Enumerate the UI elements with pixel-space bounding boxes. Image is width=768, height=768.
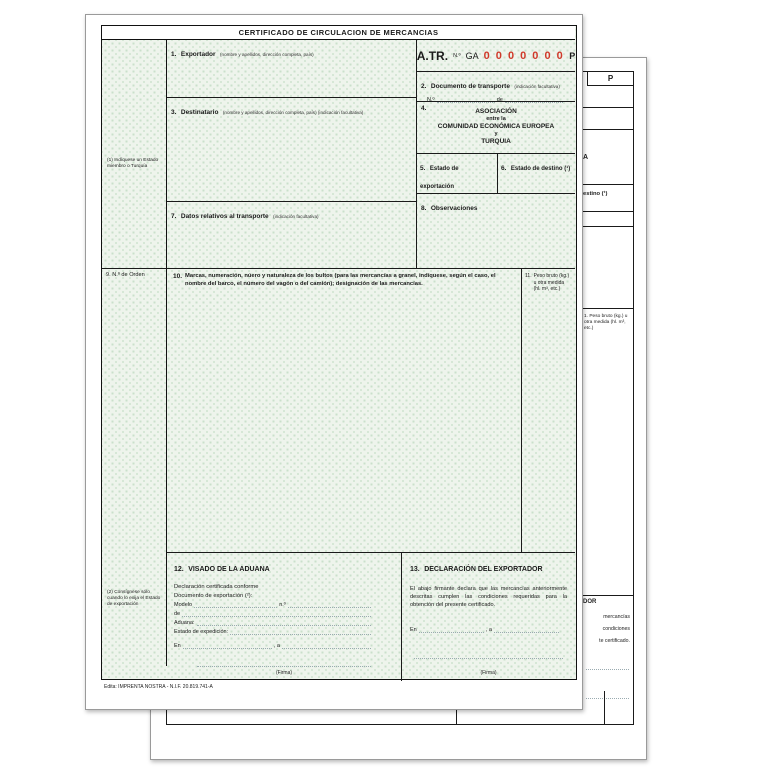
atr-brand: A.TR. (416, 48, 449, 63)
box12-line1: Declaración certificada conforme (174, 584, 259, 590)
copy-line (581, 308, 633, 309)
bottom-row (167, 552, 575, 681)
box11-num: 11. (525, 273, 532, 279)
box4-num: 4. (421, 105, 427, 112)
box2-note: (indicación facultativa) (514, 84, 560, 89)
box12-expedicion-line[interactable] (230, 628, 371, 635)
atr-serial-row (417, 40, 575, 72)
copy-line (581, 129, 633, 130)
box3-note: (nombre y apellidos, dirección completa, país) (indicación facultativa) (222, 110, 364, 115)
main-right-column (417, 40, 575, 268)
box5-6-row (417, 154, 575, 194)
atr-suffix: P (569, 50, 576, 61)
box1-exportador[interactable] (167, 40, 417, 98)
box12-no-label: n.º (279, 602, 286, 608)
box12-de-line[interactable] (182, 610, 371, 617)
copy-line (581, 595, 633, 596)
box12-a-line[interactable] (282, 642, 371, 649)
box5-label: Estado de exportación (420, 166, 459, 190)
copy-line (581, 184, 633, 185)
copy-line (581, 226, 633, 227)
box7-note: (indicación facultativa) (273, 214, 319, 219)
goods-row (167, 268, 575, 552)
copy-fragment-text2: condiciones (602, 626, 630, 632)
box4-asociacion (417, 102, 575, 154)
atr-serial-number: 0 0 0 0 0 0 0 (483, 49, 565, 62)
box12-aduana-line[interactable] (197, 619, 372, 626)
box12-en-label: En (174, 643, 181, 649)
copy-border-right (633, 71, 634, 724)
box10-label: Marcas, numeración, núero y naturaleza de los bultos (para las mercancías a granel, indíquese, según el caso, el nombre del barco, el número del vagón o del camión); designación de las mercancías. (185, 273, 496, 287)
box4-line3: COMUNIDAD ECONÓMICA EUROPEA (437, 123, 555, 130)
box9-order-number (102, 268, 167, 279)
box9-label: N.º de Orden (112, 272, 145, 278)
copy-border-bottom (166, 724, 634, 725)
box12-firma-label: (Firma) (275, 670, 293, 676)
box12-signature-line[interactable] (197, 666, 371, 667)
copy-fragment-dor: DOR (583, 599, 597, 605)
box13-a-line[interactable] (494, 626, 559, 633)
box12-num: 12. (174, 566, 184, 573)
copy-fragment-destino: estino (¹) (583, 191, 608, 197)
box10-num: 10. (173, 273, 183, 280)
box13-num: 13. (410, 566, 420, 573)
box12-de-label: de (174, 611, 181, 617)
box12-title: VISADO DE LA ADUANA (188, 566, 270, 573)
copy-fragment-text1: mercancías (603, 614, 630, 620)
box13-a-label: , a (485, 626, 492, 633)
box12-expedicion-label: Estado de expedición: (174, 629, 229, 635)
box13-declaration-text: El abajo firmante declara que las mercancías anteriormente descritas cumplen las condiciones requeridas para la obtención del presente certificado. (410, 586, 567, 609)
box12-modelo-label: Modelo (174, 602, 193, 608)
box6-num: 6. (501, 165, 507, 172)
box7-num: 7. (171, 213, 177, 220)
box1-num: 1. (171, 51, 177, 58)
box3-num: 3. (171, 109, 177, 116)
box2-num: 2. (421, 83, 427, 90)
box3-destinatario[interactable] (167, 98, 417, 202)
box4-line1: ASOCIACIÓN (475, 108, 517, 115)
box4-line5: TURQUIA (481, 138, 511, 145)
copy-serial-suffix: P (587, 71, 633, 86)
margin-note-1: (1) Indíquese un Estado miembro o Turquía (107, 158, 159, 170)
box2-de-label: de (496, 97, 503, 103)
box12-a-label: , a (273, 643, 280, 649)
box5-estado-exportacion[interactable] (417, 154, 498, 193)
box6-label: Estado de destino (¹) (510, 166, 571, 172)
box13-en-line[interactable] (419, 626, 484, 633)
copy-line (581, 211, 633, 212)
box4-line4: y (494, 131, 498, 137)
box2-documento-transporte[interactable] (417, 72, 575, 102)
main-left-column (167, 40, 417, 268)
box11-peso-bruto[interactable] (522, 269, 575, 552)
box2-label: Documento de transporte (430, 83, 510, 90)
box6-estado-destino[interactable] (498, 154, 575, 193)
box3-label: Destinatario (180, 109, 219, 116)
box8-label: Observaciones (430, 205, 478, 212)
box11-label: Peso bruto (kg.) u otra medida (hl. m³, etc.) (533, 273, 570, 292)
box2-no-label: N.º (427, 97, 435, 103)
copy-dotted-line (586, 669, 629, 670)
box7-label: Datos relativos al transporte (180, 213, 269, 220)
copy-line (604, 691, 605, 724)
box13-declaracion-exportador[interactable] (402, 553, 575, 681)
box13-signature-line[interactable] (414, 658, 563, 659)
box12-line2: Documento de exportación (²): (174, 593, 253, 599)
box12-visado-aduana[interactable] (167, 553, 402, 681)
atr-no-label: N.º (453, 52, 461, 59)
copy-fragment-text3: te certificado. (599, 638, 630, 644)
form-front-sheet (85, 14, 583, 710)
form-main-area (167, 40, 576, 676)
left-margin-column (102, 40, 167, 666)
box10-marcas[interactable] (167, 269, 522, 552)
box12-aduana-label: Aduana: (174, 620, 195, 626)
atr-series: GA (465, 50, 479, 61)
box12-en-line[interactable] (183, 642, 272, 649)
copy-fragment-a: A (583, 154, 589, 161)
form-title: CERTIFICADO DE CIRCULACION DE MERCANCIAS (102, 26, 575, 40)
box12-modelo-line[interactable] (194, 601, 277, 608)
copy-dotted-line (586, 698, 629, 699)
box1-note: (nombre y apellidos, dirección completa, país) (220, 52, 314, 57)
box7-transporte[interactable] (167, 202, 417, 268)
printer-imprint: Edita: IMPRENTA NOSTRA - N.I.F. 20.819.741-A (104, 684, 213, 690)
copy-divider (456, 709, 457, 724)
box9-num: 9. (106, 272, 111, 278)
copy-line (581, 107, 633, 108)
box8-observaciones[interactable] (417, 194, 575, 268)
box13-title: DECLARACIÓN DEL EXPORTADOR (424, 566, 543, 573)
box13-en-label: En (410, 626, 417, 633)
margin-note-2: (2) Consígnese sólo cuando lo exija el Estado de exportación (107, 590, 161, 608)
copy-fragment-peso: 1. Peso bruto (kg.) u otra medida (hl. m³, etc.) (584, 314, 628, 332)
form-border (101, 25, 577, 680)
box1-label: Exportador (180, 51, 216, 58)
box12-no-line[interactable] (288, 601, 371, 608)
box5-num: 5. (420, 165, 426, 172)
box4-line2: entre la (486, 116, 506, 122)
box8-num: 8. (421, 205, 427, 212)
box13-firma-label: (Firma) (480, 670, 497, 676)
